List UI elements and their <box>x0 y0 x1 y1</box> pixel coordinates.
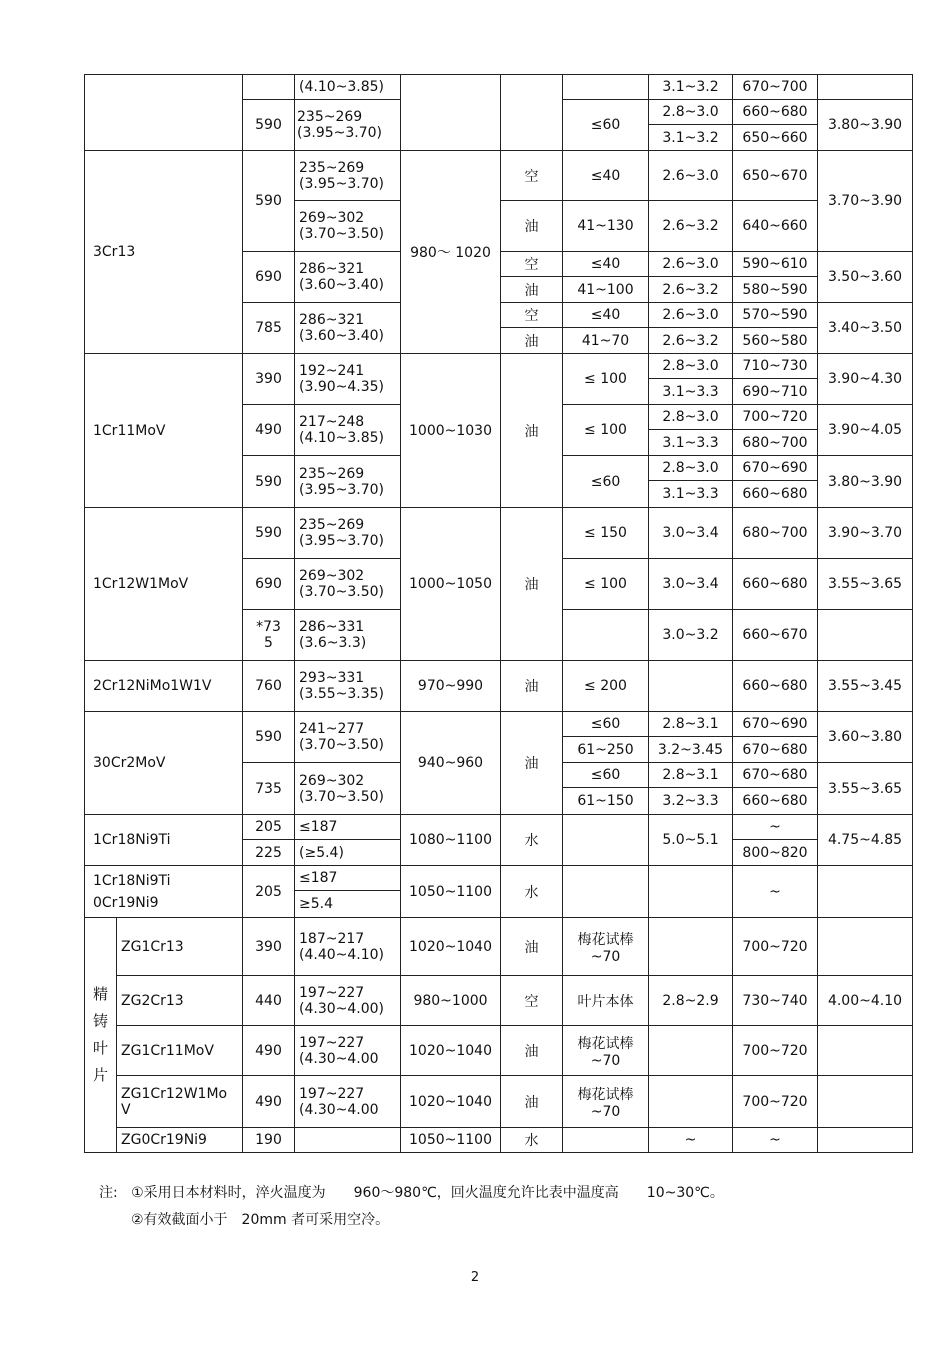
hardness-diameter: (3.70~3.50) <box>299 737 384 753</box>
diameter-cell: 2.8~2.9 <box>649 976 733 1026</box>
temper-cell: 710~730 <box>733 354 818 379</box>
hardness-range: 293~331 <box>299 670 365 686</box>
section-cell: ≤ 150 <box>563 508 649 559</box>
cooling-cell: 油 <box>501 712 563 815</box>
material-cell: 1Cr12W1MoV <box>85 508 243 661</box>
group-char: 精 <box>92 985 108 1003</box>
material-name: 0Cr19Ni9 <box>93 894 159 911</box>
diameter-cell: 3.2~3.3 <box>649 788 733 815</box>
cooling-cell: 油 <box>501 1026 563 1076</box>
final-hardness-cell: 3.70~3.90 <box>818 151 913 252</box>
diameter-cell <box>649 661 733 712</box>
diameter-cell: 2.8~3.1 <box>649 763 733 788</box>
hardness-cell: (≥5.4) <box>295 840 401 866</box>
strength-cell: 490 <box>243 1026 295 1076</box>
temper-cell: 730~740 <box>733 976 818 1026</box>
hardness-cell <box>295 354 401 405</box>
temper-cell: 650~660 <box>733 125 818 151</box>
section-cell <box>563 815 649 866</box>
temper-cell: ~ <box>733 866 818 918</box>
section-cell <box>563 75 649 100</box>
hardness-range: 235~269 <box>297 109 363 125</box>
section-cell: ≤ 100 <box>563 354 649 405</box>
hardness-range: 235~269 <box>299 465 365 482</box>
table-row <box>85 815 913 840</box>
cooling-cell: 油 <box>501 277 563 303</box>
cooling-cell: 水 <box>501 1128 563 1153</box>
diameter-cell: 3.0~3.4 <box>649 508 733 559</box>
diameter-cell: 2.8~3.0 <box>649 405 733 430</box>
temper-cell: 700~720 <box>733 1026 818 1076</box>
section-label: 梅花试棒 <box>577 1035 634 1052</box>
hardness-cell <box>295 559 401 610</box>
material-cell: 1Cr18Ni9Ti <box>85 815 243 866</box>
cooling-cell: 空 <box>501 252 563 277</box>
table-row <box>85 976 913 1026</box>
final-hardness-cell: 4.00~4.10 <box>818 976 913 1026</box>
cooling-cell: 油 <box>501 328 563 354</box>
hardness-diameter: (3.95~3.70) <box>297 125 382 141</box>
hardness-diameter: (3.90~4.35) <box>299 379 384 395</box>
material-cell <box>117 1076 243 1128</box>
section-cell: ≤ 100 <box>563 559 649 610</box>
cooling-cell: 油 <box>501 354 563 508</box>
quench-temp-cell: 1020~1040 <box>401 918 501 976</box>
table-row <box>85 1076 913 1128</box>
hardness-range: 197~227 <box>299 1034 365 1051</box>
final-hardness-cell <box>818 1026 913 1076</box>
hardness-range: 269~302 <box>299 210 365 226</box>
final-hardness-cell: 3.60~3.80 <box>818 712 913 763</box>
page-number: 2 <box>470 1270 480 1285</box>
section-cell: ≤40 <box>563 303 649 328</box>
temper-cell: 580~590 <box>733 277 818 303</box>
final-hardness-cell: 3.90~4.05 <box>818 405 913 456</box>
table-row <box>85 1026 913 1076</box>
heat-treatment-table <box>84 74 913 1153</box>
hardness-diameter: (3.55~3.35) <box>299 686 384 702</box>
hardness-range: 235~269 <box>299 159 365 176</box>
material-cell: ZG2Cr13 <box>117 976 243 1026</box>
table-row <box>85 354 913 379</box>
temper-cell: 640~660 <box>733 201 818 252</box>
section-cell: ≤ 200 <box>563 661 649 712</box>
hardness-cell: ≥5.4 <box>295 891 401 918</box>
table-row <box>85 866 913 891</box>
footnote-1 <box>99 1180 724 1207</box>
strength-cell: 590 <box>243 100 295 151</box>
section-cell: ≤60 <box>563 712 649 737</box>
material-cell: 1Cr11MoV <box>85 354 243 508</box>
section-label: ~70 <box>590 1103 621 1120</box>
final-hardness-cell <box>818 1076 913 1128</box>
cooling-cell: 油 <box>501 661 563 712</box>
hardness-range: 217~248 <box>299 414 365 430</box>
hardness-cell <box>295 1076 401 1128</box>
temper-cell: 680~700 <box>733 430 818 456</box>
hardness-range: 286~331 <box>299 619 365 635</box>
diameter-cell: 3.1~3.3 <box>649 430 733 456</box>
diameter-cell: ~ <box>649 1128 733 1153</box>
cooling-cell: 空 <box>501 976 563 1026</box>
footnote-2: ②有效截面小于 20mm 者可采用空冷。 <box>131 1212 390 1228</box>
group-char: 铸 <box>92 1012 108 1030</box>
hardness-diameter: (4.30~4.00 <box>299 1050 379 1067</box>
quench-temp-cell: 980～ 1020 <box>401 151 501 354</box>
diameter-cell: 3.0~3.2 <box>649 610 733 661</box>
cooling-cell: 空 <box>501 303 563 328</box>
hardness-cell <box>295 201 401 252</box>
strength-cell: 735 <box>243 763 295 815</box>
hardness-cell: ≤187 <box>295 815 401 840</box>
quench-temp-cell: 1050~1100 <box>401 1128 501 1153</box>
strength-cell: 785 <box>243 303 295 354</box>
cooling-cell: 油 <box>501 1076 563 1128</box>
temper-cell: ~ <box>733 815 818 840</box>
cooling-cell <box>501 75 563 151</box>
group-char: 叶 <box>92 1039 108 1057</box>
diameter-cell <box>649 1026 733 1076</box>
material-cell: ZG1Cr13 <box>117 918 243 976</box>
hardness-cell <box>295 252 401 303</box>
strength-cell: 690 <box>243 559 295 610</box>
temper-cell: 700~720 <box>733 918 818 976</box>
final-hardness-cell: 3.55~3.65 <box>818 559 913 610</box>
hardness-range: 269~302 <box>299 568 365 584</box>
hardness-diameter: (4.30~4.00) <box>299 1000 384 1017</box>
hardness-range: 192~241 <box>299 363 365 379</box>
strength-cell: 590 <box>243 151 295 252</box>
strength-cell: 490 <box>243 1076 295 1128</box>
temper-cell: 670~690 <box>733 456 818 481</box>
table-row <box>85 712 913 737</box>
quench-temp-cell: 1020~1040 <box>401 1026 501 1076</box>
hardness-cell <box>295 712 401 763</box>
diameter-cell: 2.6~3.0 <box>649 303 733 328</box>
final-hardness-cell: 3.80~3.90 <box>818 456 913 508</box>
table-row <box>85 508 913 559</box>
quench-temp-cell: 1000~1030 <box>401 354 501 508</box>
strength-cell <box>243 75 295 100</box>
hardness-cell <box>295 151 401 201</box>
section-cell: 61~250 <box>563 737 649 763</box>
section-label: 梅花试棒 <box>577 1086 634 1103</box>
diameter-cell: 3.1~3.2 <box>649 125 733 151</box>
section-cell <box>563 1076 649 1128</box>
temper-cell: 660~680 <box>733 788 818 815</box>
strength-value: 5 <box>264 635 273 651</box>
diameter-cell: 2.6~3.2 <box>649 328 733 354</box>
hardness-cell <box>295 1026 401 1076</box>
temper-cell: 670~680 <box>733 763 818 788</box>
hardness-diameter: (3.95~3.70) <box>299 175 384 192</box>
material-cell: ZG0Cr19Ni9 <box>117 1128 243 1153</box>
quench-temp-cell: 1000~1050 <box>401 508 501 661</box>
section-cell: ≤40 <box>563 151 649 201</box>
section-cell: 叶片本体 <box>563 976 649 1026</box>
footnote-text: ①采用日本材料时，淬火温度为 960～980℃，回火温度允许比表中温度高 10~30℃。 <box>131 1185 724 1201</box>
material-cell: 30Cr2MoV <box>85 712 243 815</box>
quench-temp-cell: 970~990 <box>401 661 501 712</box>
temper-cell: ~ <box>733 1128 818 1153</box>
section-cell: ≤60 <box>563 456 649 508</box>
material-cell <box>85 75 243 151</box>
hardness-diameter: (3.70~3.50) <box>299 226 384 242</box>
final-hardness-cell: 3.90~4.30 <box>818 354 913 405</box>
final-hardness-cell: 3.80~3.90 <box>818 100 913 151</box>
strength-cell: 440 <box>243 976 295 1026</box>
diameter-cell: 2.6~3.2 <box>649 201 733 252</box>
temper-cell: 670~680 <box>733 737 818 763</box>
diameter-cell: 2.8~3.1 <box>649 712 733 737</box>
footnotes <box>99 1180 724 1234</box>
strength-cell: 205 <box>243 866 295 918</box>
section-label: ~70 <box>590 1052 621 1069</box>
cooling-cell: 水 <box>501 815 563 866</box>
final-hardness-cell: 3.55~3.65 <box>818 763 913 815</box>
strength-cell: 690 <box>243 252 295 303</box>
temper-cell: 670~690 <box>733 712 818 737</box>
hardness-diameter: (3.70~3.50) <box>299 584 384 600</box>
final-hardness-cell: 3.90~3.70 <box>818 508 913 559</box>
section-cell <box>563 1128 649 1153</box>
hardness-range: 235~269 <box>299 517 365 533</box>
diameter-cell <box>649 1076 733 1128</box>
table-row <box>85 918 913 976</box>
temper-cell: 670~700 <box>733 75 818 100</box>
hardness-range: 197~227 <box>299 984 365 1001</box>
final-hardness-cell <box>818 866 913 918</box>
diameter-cell: 2.8~3.0 <box>649 456 733 481</box>
section-cell: 41~70 <box>563 328 649 354</box>
section-cell: ≤40 <box>563 252 649 277</box>
temper-cell: 800~820 <box>733 840 818 866</box>
section-cell <box>563 610 649 661</box>
section-label: 梅花试棒 <box>577 931 634 948</box>
temper-cell: 660~680 <box>733 481 818 508</box>
temper-cell: 690~710 <box>733 379 818 405</box>
material-cell: ZG1Cr11MoV <box>117 1026 243 1076</box>
strength-cell: 190 <box>243 1128 295 1153</box>
final-hardness-cell <box>818 1128 913 1153</box>
diameter-cell: 3.0~3.4 <box>649 559 733 610</box>
hardness-cell <box>295 456 401 508</box>
hardness-cell <box>295 661 401 712</box>
hardness-diameter: (4.40~4.10) <box>299 946 384 963</box>
strength-cell: 390 <box>243 918 295 976</box>
diameter-cell: 5.0~5.1 <box>649 815 733 866</box>
temper-cell: 680~700 <box>733 508 818 559</box>
quench-temp-cell: 1080~1100 <box>401 815 501 866</box>
diameter-cell: 3.1~3.3 <box>649 379 733 405</box>
section-label: ~70 <box>590 948 621 965</box>
diameter-cell: 3.2~3.45 <box>649 737 733 763</box>
quench-temp-cell: 1020~1040 <box>401 1076 501 1128</box>
strength-cell: 390 <box>243 354 295 405</box>
diameter-cell: 2.6~3.0 <box>649 252 733 277</box>
strength-cell: 590 <box>243 712 295 763</box>
quench-temp-cell <box>401 75 501 151</box>
strength-cell: 225 <box>243 840 295 866</box>
section-cell <box>563 866 649 918</box>
final-hardness-cell <box>818 918 913 976</box>
quench-temp-cell: 1050~1100 <box>401 866 501 918</box>
hardness-cell <box>295 303 401 354</box>
temper-cell: 560~580 <box>733 328 818 354</box>
diameter-cell <box>649 866 733 918</box>
cooling-cell: 油 <box>501 918 563 976</box>
hardness-range: 286~321 <box>299 261 365 277</box>
diameter-cell: 3.1~3.2 <box>649 75 733 100</box>
hardness-cell <box>295 976 401 1026</box>
section-cell <box>563 1026 649 1076</box>
hardness-diameter: (4.10~3.85) <box>299 430 384 446</box>
temper-cell: 700~720 <box>733 405 818 430</box>
temper-cell: 660~670 <box>733 610 818 661</box>
hardness-range: 286~321 <box>299 312 365 328</box>
temper-cell: 660~680 <box>733 661 818 712</box>
final-hardness-cell <box>818 610 913 661</box>
table-row <box>85 151 913 201</box>
hardness-cell <box>295 100 401 151</box>
hardness-cell <box>295 508 401 559</box>
final-hardness-cell <box>818 75 913 100</box>
material-cell: 2Cr12NiMo1W1V <box>85 661 243 712</box>
hardness-cell <box>295 763 401 815</box>
hardness-diameter: (3.60~3.40) <box>299 277 384 293</box>
diameter-cell: 2.8~3.0 <box>649 354 733 379</box>
hardness-cell <box>295 405 401 456</box>
diameter-cell: 3.1~3.3 <box>649 481 733 508</box>
material-name: 1Cr18Ni9Ti <box>93 872 171 889</box>
hardness-range: 187~217 <box>299 930 365 947</box>
hardness-diameter: (3.95~3.70) <box>299 533 384 549</box>
section-cell: ≤60 <box>563 100 649 151</box>
table-row <box>85 75 913 100</box>
temper-cell: 570~590 <box>733 303 818 328</box>
hardness-range: 241~277 <box>299 721 365 737</box>
section-cell: ≤ 100 <box>563 405 649 456</box>
hardness-diameter: (3.95~3.70) <box>299 481 384 498</box>
hardness-diameter: (4.30~4.00 <box>299 1101 379 1118</box>
strength-cell: 760 <box>243 661 295 712</box>
hardness-cell: ≤187 <box>295 866 401 891</box>
final-hardness-cell: 3.40~3.50 <box>818 303 913 354</box>
material-cell: 3Cr13 <box>85 151 243 354</box>
table-row <box>85 661 913 712</box>
material-cell <box>85 866 243 918</box>
hardness-diameter: (3.70~3.50) <box>299 788 384 805</box>
section-cell <box>563 918 649 976</box>
cast-group-label <box>85 918 117 1153</box>
diameter-cell: 2.8~3.0 <box>649 100 733 125</box>
temper-cell: 660~680 <box>733 559 818 610</box>
strength-cell <box>243 610 295 661</box>
diameter-cell <box>649 918 733 976</box>
strength-cell: 205 <box>243 815 295 840</box>
strength-cell: 590 <box>243 456 295 508</box>
material-name: V <box>121 1101 131 1118</box>
hardness-cell: (4.10~3.85) <box>295 75 401 100</box>
hardness-cell <box>295 1128 401 1153</box>
group-char: 片 <box>92 1066 108 1084</box>
table-row <box>85 1128 913 1153</box>
footnote-prefix: 注: <box>99 1185 118 1201</box>
cooling-cell: 油 <box>501 201 563 252</box>
diameter-cell: 2.6~3.2 <box>649 277 733 303</box>
hardness-diameter: (3.60~3.40) <box>299 328 384 344</box>
temper-cell: 700~720 <box>733 1076 818 1128</box>
section-cell: 41~100 <box>563 277 649 303</box>
section-cell: 41~130 <box>563 201 649 252</box>
temper-cell: 650~670 <box>733 151 818 201</box>
hardness-cell <box>295 610 401 661</box>
hardness-cell <box>295 918 401 976</box>
temper-cell: 590~610 <box>733 252 818 277</box>
final-hardness-cell: 4.75~4.85 <box>818 815 913 866</box>
quench-temp-cell: 940~960 <box>401 712 501 815</box>
final-hardness-cell: 3.55~3.45 <box>818 661 913 712</box>
temper-cell: 660~680 <box>733 100 818 125</box>
hardness-range: 269~302 <box>299 772 365 789</box>
diameter-cell: 2.6~3.0 <box>649 151 733 201</box>
cooling-cell: 空 <box>501 151 563 201</box>
final-hardness-cell: 3.50~3.60 <box>818 252 913 303</box>
section-cell: 61~150 <box>563 788 649 815</box>
strength-cell: 490 <box>243 405 295 456</box>
cooling-cell: 油 <box>501 508 563 661</box>
material-name: ZG1Cr12W1Mo <box>121 1085 228 1102</box>
cooling-cell: 水 <box>501 866 563 918</box>
strength-value: *73 <box>256 619 281 635</box>
strength-cell: 590 <box>243 508 295 559</box>
quench-temp-cell: 980~1000 <box>401 976 501 1026</box>
hardness-range: 197~227 <box>299 1085 365 1102</box>
hardness-diameter: (3.6~3.3) <box>299 635 367 651</box>
section-cell: ≤60 <box>563 763 649 788</box>
